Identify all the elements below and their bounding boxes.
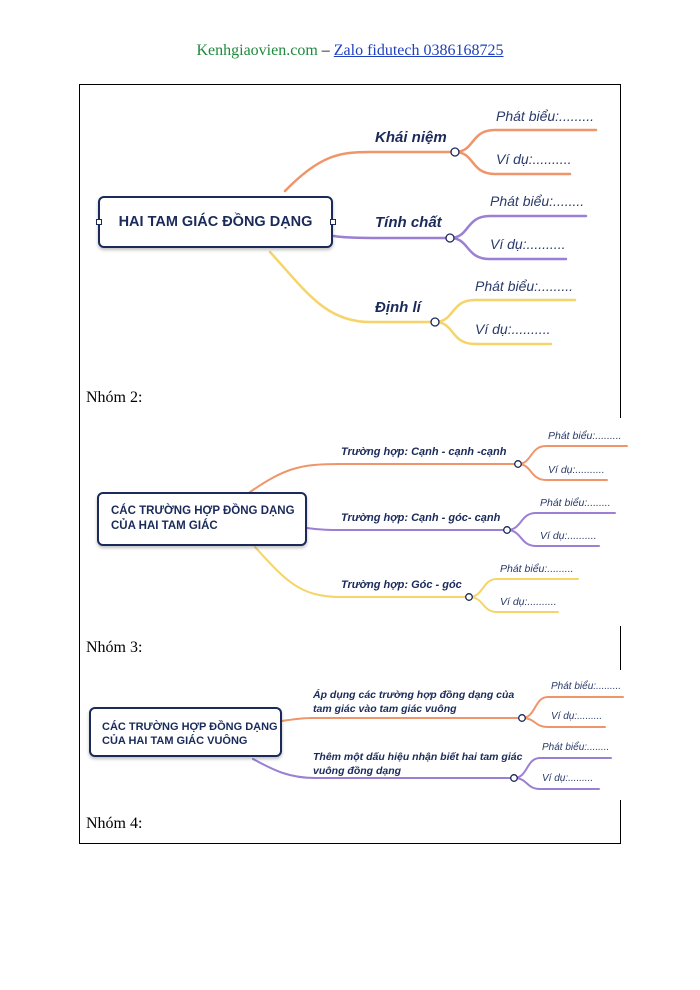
branch-them-dau-hieu[interactable]: Thêm một dấu hiệu nhận biết hai tam giác vuông đồng dạng xyxy=(313,751,523,777)
branch-ccc[interactable]: Trường hợp: Cạnh - cạnh -cạnh xyxy=(341,446,507,458)
central-topic-line2: CỦA HAI TAM GIÁC xyxy=(111,520,218,532)
central-topic-line1: CÁC TRƯỜNG HỢP ĐỒNG DẠNG xyxy=(102,721,278,733)
central-topic-line1: CÁC TRƯỜNG HỢP ĐỒNG DẠNG xyxy=(111,505,295,517)
group-3-label: Nhóm 3: xyxy=(86,639,143,656)
resize-handle-right[interactable] xyxy=(330,219,336,225)
leaf-vi-du[interactable]: Ví dụ:.......... xyxy=(500,596,557,608)
leaf-phat-bieu[interactable]: Phát biểu:......... xyxy=(475,278,574,294)
leaf-phat-bieu[interactable]: Phát biểu:........ xyxy=(542,742,610,753)
leaf-phat-bieu[interactable]: Phát biểu:........ xyxy=(490,193,585,209)
branch-cgc[interactable]: Trường hợp: Cạnh - góc- cạnh xyxy=(341,512,501,524)
site-name: Kenhgiaovien.com xyxy=(196,42,318,59)
central-topic-similar-triangles[interactable] xyxy=(98,196,333,248)
branch-gg[interactable]: Trường hợp: Góc - góc xyxy=(341,579,462,591)
resize-handle-left[interactable] xyxy=(96,219,102,225)
branch-tinh-chat[interactable]: Tính chất xyxy=(375,214,442,231)
leaf-vi-du[interactable]: Ví dụ:.......... xyxy=(540,530,597,542)
zalo-link[interactable]: Zalo fidutech 0386168725 xyxy=(333,42,504,59)
leaf-phat-bieu[interactable]: Phát biểu:......... xyxy=(500,563,574,575)
leaf-vi-du[interactable]: Ví dụ:.......... xyxy=(475,321,551,337)
central-topic-similarity-cases[interactable] xyxy=(97,492,307,546)
branch-khai-niem[interactable]: Khái niệm xyxy=(375,129,447,146)
leaf-vi-du[interactable]: Ví dụ:......... xyxy=(551,711,603,722)
group-2-label: Nhóm 2: xyxy=(86,389,143,406)
central-topic-right-triangles[interactable] xyxy=(89,707,282,757)
branch-ap-dung[interactable]: Áp dụng các trường hợp đồng dạng của tam giác vào tam giác vuông xyxy=(313,689,515,715)
leaf-phat-bieu[interactable]: Phát biểu:......... xyxy=(551,681,622,692)
central-topic-line2: CỦA HAI TAM GIÁC VUÔNG xyxy=(102,735,248,747)
central-topic-label: HAI TAM GIÁC ĐỒNG DẠNG xyxy=(118,214,313,230)
leaf-phat-bieu[interactable]: Phát biểu:......... xyxy=(496,108,595,124)
leaf-vi-du[interactable]: Ví dụ:.......... xyxy=(548,464,605,476)
leaf-vi-du[interactable]: Ví dụ:......... xyxy=(542,773,594,784)
leaf-vi-du[interactable]: Ví dụ:.......... xyxy=(496,151,572,167)
header-separator: – xyxy=(317,42,334,59)
leaf-vi-du[interactable]: Ví dụ:.......... xyxy=(490,236,566,252)
group-4-label: Nhóm 4: xyxy=(86,815,143,832)
branch-dinh-li[interactable]: Định lí xyxy=(375,299,421,316)
leaf-phat-bieu[interactable]: Phát biểu:........ xyxy=(540,497,611,509)
leaf-phat-bieu[interactable]: Phát biểu:......... xyxy=(548,430,622,442)
